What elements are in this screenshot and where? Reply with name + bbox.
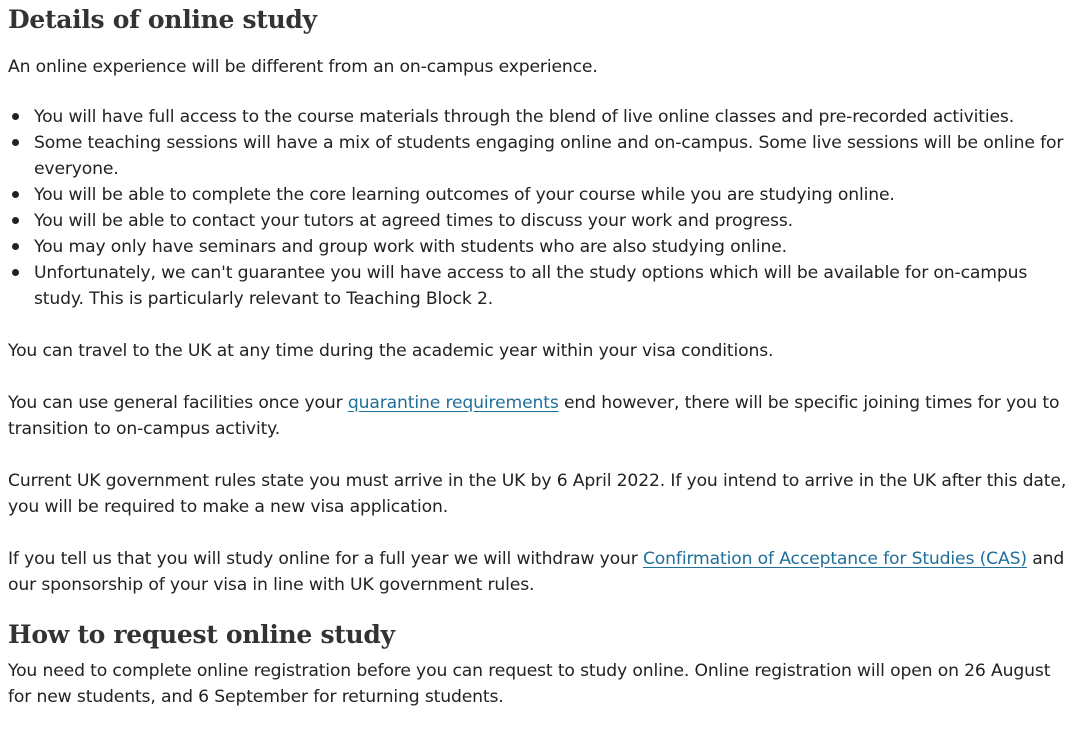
list-item [34,104,1074,130]
facilities-text-after: end however, there will be specific joining times for you to transition to on-campus activity. [8,393,1060,439]
government-rules-paragraph: Current UK government rules state you must arrive in the UK by 6 April 2022. If you intend to arrive in the UK after this date, you will be required to make a new visa application. [8,471,1067,517]
list-item-text: Some teaching sessions will have a mix of students engaging online and on-campus. Some live sessions will be online for everyone. [34,133,1064,179]
section-heading-details: Details of online study [8,5,317,34]
facilities-text-before: You can use general facilities once your [8,393,348,413]
cas-text-after: and our sponsorship of your visa in line with UK government rules. [8,549,1065,595]
section-heading-request: How to request online study [8,620,395,649]
travel-paragraph: You can travel to the UK at any time during the academic year within your visa conditions. [8,341,774,361]
list-item [34,208,1074,234]
cas-text-before: If you tell us that you will study online for a full year we will withdraw your [8,549,643,569]
bullet-icon [12,191,19,198]
list-item-text: Unfortunately, we can't guarantee you will have access to all the study options which will be available for on-campus study. This is particularly relevant to Teaching Block 2. [34,263,1028,309]
list-item [34,182,1074,208]
bullet-icon [12,217,19,224]
bullet-icon [12,269,19,276]
list-item-text: You will be able to complete the core learning outcomes of your course while you are studying online. [34,185,895,205]
content-area [8,0,1074,710]
list-item-text: You will have full access to the course materials through the blend of live online classes and pre-recorded activities. [34,107,1015,127]
list-item-text: You will be able to contact your tutors at agreed times to discuss your work and progress. [34,211,793,231]
cas-paragraph [8,546,1074,598]
intro-paragraph: An online experience will be different from an on-campus experience. [8,57,598,77]
bullet-icon [12,113,19,120]
list-item-text: You may only have seminars and group work with students who are also studying online. [34,237,787,257]
cas-link[interactable]: Confirmation of Acceptance for Studies (CAS) [642,549,1027,569]
list-item [34,260,1074,312]
details-bullet-list [8,104,1074,312]
facilities-paragraph [8,390,1074,442]
bullet-icon [12,139,19,146]
bullet-icon [12,243,19,250]
registration-paragraph: You need to complete online registration before you can request to study online. Online registration will open on 26 August for new students, and 6 September for returning students. [8,661,1051,707]
quarantine-requirements-link[interactable]: quarantine requirements [347,393,559,413]
list-item [34,130,1074,182]
list-item [34,234,1074,260]
